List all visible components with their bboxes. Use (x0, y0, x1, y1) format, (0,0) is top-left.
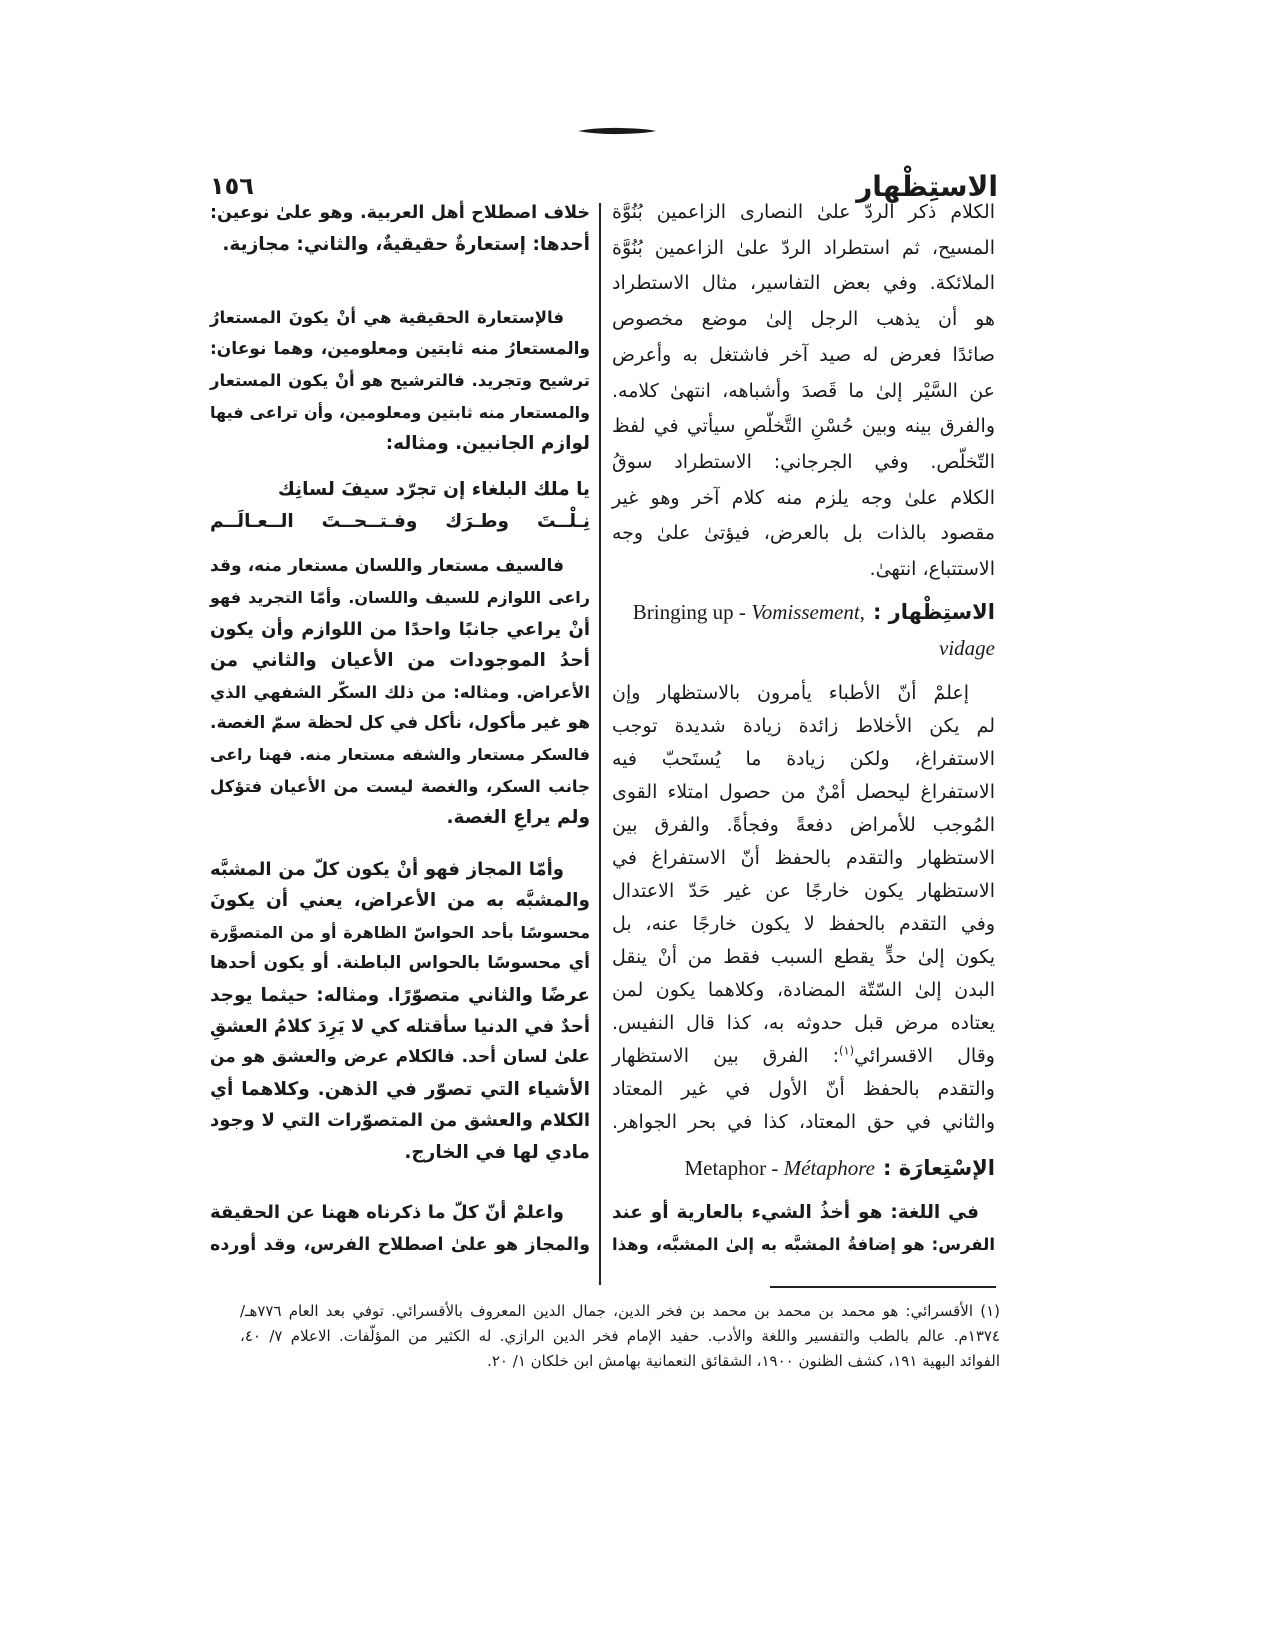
entry-term: الاستِظْهار : (872, 600, 995, 624)
page-number: ١٥٦ (210, 172, 254, 200)
entry-heading-line (612, 1151, 995, 1185)
entry-translation (939, 636, 995, 660)
text-line: أي محسوسًا بالحواس الباطنة. أو يكون أحدها (210, 953, 590, 974)
text-line: عن السَّيْر إلىٰ ما قَصدَ وأشباهه، انتهىٰ كلامه. (612, 379, 995, 402)
entry-heading-line (612, 630, 995, 666)
text-line: يعتاده مرض قبل حدوثه به، كذا قال النفيس. (612, 1011, 995, 1034)
text-line: فالإستعارة الحقيقية هي أنْ يكونَ المستعارُ (210, 308, 564, 327)
text-line: والمجاز هو علىٰ اصطلاح الفرس، وقد أورده (210, 1235, 590, 1255)
text-line: إعلمْ أنّ الأطباء يأمرون بالاستظهار وإن (612, 681, 969, 704)
text-line: والمشبَّه به من الأعراض، يعني أن يكونَ (210, 890, 590, 912)
text-line: فالسيف مستعار واللسان مستعار منه، وقد (210, 556, 564, 576)
text-line: وأمّا المجاز فهو أنْ يكون كلّ من المشبَّه (210, 859, 564, 880)
text-line: الكلام علىٰ وجه يلزم منه كلام آخر وهو غير (612, 486, 995, 509)
text-line: لم يكن الأخلاط زائدة زيادة شديدة توجب (612, 714, 995, 737)
entry-heading-istizhar (612, 594, 995, 666)
text-line: ترشيح وتجريد. فالترشيح هو أنْ يكون المستعار (210, 371, 590, 390)
text-line: والتقدم بالحفظ أنّ الأول في غير المعتاد (612, 1077, 995, 1100)
text-line: هو غير مأكول، نأكل في كل لحظة سمّ الغصة. (210, 713, 590, 734)
header-title: الاستِظْهار (856, 169, 998, 203)
text-line: واعلمْ أنّ كلّ ما ذكرناه ههنا عن الحقيقة (210, 1202, 564, 1223)
footnote (240, 1299, 1000, 1374)
entry-term: الإسْتِعارَة : (883, 1156, 995, 1180)
text-line: مادي لها في الخارج. (404, 1141, 590, 1163)
text-line: صائدًا فعرض له صيد آخر فاشتغل به وأعرض (612, 343, 995, 366)
left-column-paragraph-1 (210, 197, 590, 261)
french-term: Métaphore (783, 1156, 875, 1180)
entry-heading-line (612, 594, 995, 630)
verse-line: يا ملك البلغاء إن تجرّد سيفَ لسانِك (277, 479, 590, 500)
text-line: الكلام والعشق من المتصوّرات التي لا وجود (210, 1110, 590, 1132)
left-column-paragraph-3 (210, 551, 590, 834)
text-line: والثاني في حق المعتاد، كذا في بحر الجواهر. (612, 1110, 995, 1133)
right-column-paragraph-3 (612, 1197, 995, 1261)
entry-heading-istiara (612, 1151, 995, 1185)
french-term: vidage (939, 636, 995, 660)
french-term: Vomissement, (751, 600, 865, 624)
text-line: الاستفراغ، ولكن زيادة ما يُستَحبّ فيه (612, 747, 995, 770)
text-line: الأشياء التي تصوّر في الذهن. وكلاهما أي (210, 1078, 590, 1100)
text-line: وفي التقدم بالحفظ لا يكون خارجًا عنه، بل (612, 912, 995, 935)
text-line: أحدها: إستعارةٌ حقيقيةٌ، والثاني: مجازية. (222, 234, 590, 255)
text-run: وقال الاقسرائي (854, 1044, 995, 1067)
text-line: المسيح، ثم استطراد الردّ علىٰ الزاعمين بُنُوَّة (612, 236, 995, 259)
text-line: والفرق بينه وبين حُسْنِ التَّخلّصِ سيأتي في لفظ (612, 415, 995, 438)
text-line: الاستظهار يكون خارجًا عن غير حَدّ الاعتدال (612, 879, 995, 902)
right-column-paragraph-1 (612, 195, 995, 588)
text-line: الأعراض. ومثاله: من ذلك السكّر الشفهي الذي (210, 682, 590, 702)
text-line: عرضًا والثاني متصوّرًا. ومثاله: حيثما يوجد (210, 984, 590, 1006)
column-divider (599, 203, 601, 1285)
text-line: الكلام ذكر الردّ علىٰ النصارى الزاعمين بُنُوَّة (612, 201, 995, 223)
footnote-line: (١) الأقسرائي: هو محمد بن محمد بن محمد بن فخر الدين، جمال الدين المعروف بالأقسرائي. توفي بعد العام ٧٧٦هـ/ (240, 1302, 1000, 1320)
right-column-paragraph-2 (612, 677, 995, 1139)
left-column-paragraph-4 (210, 854, 590, 1168)
text-line: الاستفراغ ليحصل أمْنٌ من حصول امتلاء القوى (612, 780, 995, 803)
text-line: علىٰ لسان أحد. فالكلام عرض والعشق هو من (210, 1047, 590, 1068)
footnote-reference: (١) (839, 1043, 855, 1058)
text-run: : الفرق بين الاستظهار (612, 1044, 840, 1067)
entry-translation (633, 600, 865, 624)
text-line: الفرس: هو إضافةُ المشبَّه به إلىٰ المشبَّه، وهذا (612, 1235, 995, 1254)
text-line: في اللغة: هو أخذُ الشيء بالعارية أو عند (612, 1202, 979, 1223)
footnote-rule (770, 1286, 996, 1288)
text-line: الملائكة. وفي بعض التفاسير، مثال الاستطراد (612, 272, 995, 295)
text-line: لوازم الجانبين. ومثاله: (385, 433, 590, 454)
text-line: هو أن يذهب الرجل إلىٰ موضع مخصوص (612, 308, 995, 331)
verse (210, 474, 590, 538)
english-term: Metaphor - (684, 1156, 784, 1180)
verse-line: نِـلْــتَ وطـرَك وفـتــحــتَ الــعـالَــم (210, 511, 590, 532)
text-line: التّخلّص. وفي الجرجاني: الاستطراد سوقُ (612, 450, 995, 473)
text-line: ولم يراعِ الغصة. (446, 807, 590, 829)
text-line: جانب السكر، والغصة ليست من الأعيان فتؤكل (210, 776, 590, 796)
entry-translation (684, 1156, 875, 1180)
text-line: أنْ يراعي جانبًا واحدًا من اللوازم وأن يكون (210, 618, 590, 640)
footnote-line: الفوائد البهية ١٩١، كشف الظنون ١٩٠٠، الشقائق النعمانية بهامش ابن خلكان ١/ ٢٠. (487, 1352, 1000, 1370)
left-column-paragraph-2 (210, 302, 590, 460)
text-line: خلاف اصطلاح أهل العربية. وهو علىٰ نوعين: (210, 203, 590, 223)
text-line: محسوسًا بأحد الحواسّ الظاهرة أو من المتصوَّرة (210, 922, 590, 942)
text-line: الاستظهار والتقدم بالحفظ أنّ الاستفراغ في (612, 846, 995, 869)
footnote-line: ١٣٧٤م. عالم بالطب والتفسير واللغة والأدب. حفيد الإمام فخر الدين الرازي. له الكثير من المؤلّفات. الاعلام ٧/ ٤٠، (240, 1327, 1000, 1345)
text-line: البدن إلىٰ السّتّة المضادة، وكلاهما يكون لمن (612, 978, 995, 1001)
ornament-rule (578, 126, 656, 136)
english-term: Bringing up - (632, 600, 752, 624)
text-line: أحدٌ في الدنيا سأقتله كي لا يَرِدَ كلامُ العشقِ (210, 1016, 590, 1038)
text-line: المُوجب للأمراض دفعةً وفجأةً. والفرق بين (612, 813, 995, 836)
text-line-with-footnote-ref (612, 1040, 995, 1073)
text-line: مقصود بالذات بل بالعرض، فيؤتىٰ علىٰ وجه (612, 522, 995, 545)
text-line: راعى اللوازم للسيف واللسان. وأمّا التجريد فهو (210, 588, 590, 608)
text-line: فالسكر مستعار والشفه مستعار منه. فهنا راعى (210, 745, 590, 765)
left-column-paragraph-5 (210, 1197, 590, 1261)
text-line: يكون إلىٰ حدٍّ يقطع السبب فقط من أنْ ينقل (612, 945, 995, 968)
text-line: أحدُ الموجودات من الأعيان والثاني من (210, 650, 590, 672)
text-line: الاستتباع، انتهىٰ. (869, 558, 995, 581)
text-line: والمستعار منه ثابتين ومعلومين، وأن تراعى فيها (210, 402, 590, 422)
text-line: والمستعارُ منه ثابتين ومعلومين، وهما نوعان: (210, 338, 590, 359)
